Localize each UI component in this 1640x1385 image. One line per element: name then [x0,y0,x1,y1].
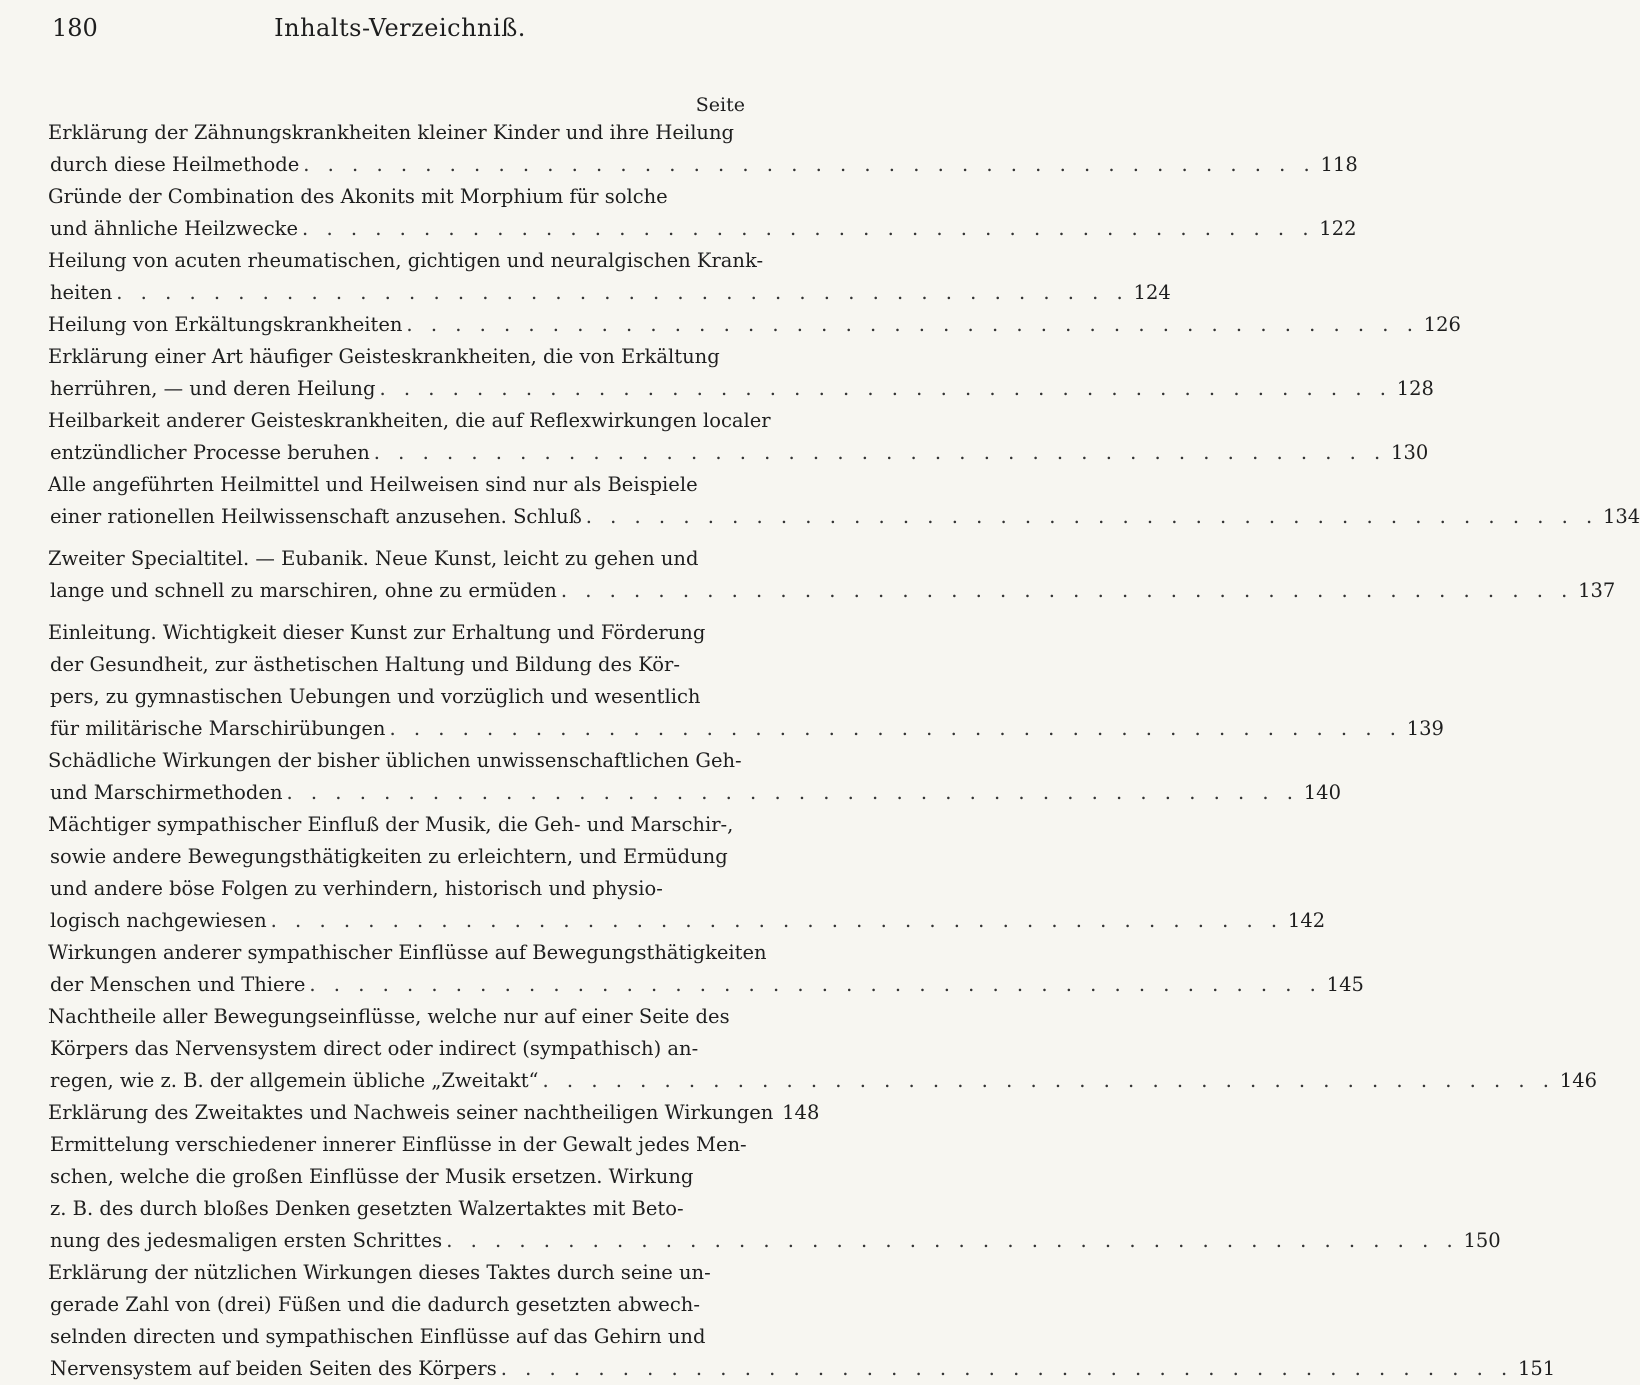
toc-entry-text: logisch nachgewiesen [50,909,267,932]
toc-entry-line [48,373,1434,405]
toc-entry [48,469,1640,533]
toc-entry-text: Gründe der Combination des Akonits mit Morphium für solche [48,185,668,208]
toc-entry-line [48,117,756,149]
toc-entry-line [48,575,1616,607]
toc-entry [48,1097,1501,1257]
toc-entry-line [48,341,756,373]
page-column-label: Seite [695,94,745,116]
toc-page-ref: 139 [1406,717,1444,740]
leader-dots: . . . . . . . . . . . . . . . . . . . . . . . . . . . . . . . . . . . . . . . . . . [542,1069,1556,1092]
toc-entry [48,341,1434,405]
toc-entry-text: entzündlicher Processe beruhen [50,441,370,464]
toc-entry-line [48,809,756,841]
toc-entry-line [48,1289,756,1321]
toc-entry-line [48,277,1171,309]
toc-entry-text: sowie andere Bewegungsthätigkeiten zu erleichtern, und Ermüdung [50,845,728,868]
toc-entry-line [48,501,1640,533]
section-gap [48,607,756,617]
toc-entry-text: und ähnliche Heilzwecke [50,217,299,240]
toc-entry-line [48,649,756,681]
toc-entry-text: für militärische Marschirübungen [50,717,386,740]
toc-entry [48,181,1357,245]
section-gap [48,533,756,543]
toc-entry-text: Schädliche Wirkungen der bisher üblichen unwissenschaftlichen Geh- [48,749,742,772]
toc-entry-text: und andere böse Folgen zu verhindern, historisch und physio- [50,877,663,900]
toc-entry [48,1001,1598,1097]
toc-entry-text: Heilung von Erkältungskrankheiten [48,313,403,336]
toc-entry-line [48,617,756,649]
toc-entry-line [48,149,1358,181]
leader-dots: . . . . . . . . . . . . . . . . . . . . . . . . . . . . . . . . . . . . . . . . . . [585,505,1599,528]
toc-entry-text: z. B. des durch bloßes Denken gesetzten Walzertaktes mit Beto- [50,1197,684,1220]
toc-entry-text: regen, wie z. B. der allgemein übliche „Zweitakt“ [50,1069,539,1092]
toc-page-ref: 134 [1602,505,1640,528]
toc-entry [48,543,1616,607]
toc-entry-line [48,1033,756,1065]
toc-page-ref: 150 [1463,1229,1501,1252]
toc-entry-line [48,777,1341,809]
toc-page-ref: 145 [1326,973,1364,996]
toc-entry-line [48,1161,756,1193]
leader-dots: . . . . . . . . . . . . . . . . . . . . . . . . . . . . . . . . . . . . . . . . . . [560,579,1574,602]
toc-entry [48,617,1444,745]
toc-entry-text: Erklärung der nützlichen Wirkungen dieses Taktes durch seine un- [48,1261,711,1284]
toc-entry-text: Ermittelung verschiedener innerer Einflüsse in der Gewalt jedes Men- [50,1133,747,1156]
leader-dots: . . . . . . . . . . . . . . . . . . . . . . . . . . . . . . . . . . . . . . . . . . [379,377,1392,400]
toc-entry-line [48,1065,1598,1097]
toc-page-ref: 122 [1319,217,1357,240]
toc-entry [48,245,1171,309]
toc-entry-line [48,245,764,277]
leader-dots: . . . . . . . . . . . . . . . . . . . . . . . . . . . . . . . . . . . . . . . . . . [286,781,1299,804]
toc-entry-line [48,469,756,501]
toc-entry-line [48,1193,756,1225]
toc-entry-line [48,309,1461,341]
toc-entry-text: Erklärung einer Art häufiger Geisteskrankheiten, die von Erkältung [48,345,720,368]
toc-entry-text: der Menschen und Thiere [50,973,306,996]
toc-entry-line [48,713,1444,745]
leader-dots: . . . . . . . . . . . . . . . . . . . . . . . . . . . . . . . . . . . . . . . . . . [116,281,1129,304]
toc-entry-text: heiten [50,281,113,304]
toc-entry-text: schen, welche die großen Einflüsse der Musik ersetzen. Wirkung [50,1165,694,1188]
toc-entry-text: pers, zu gymnastischen Uebungen und vorzüglich und wesentlich [50,685,701,708]
toc-page-ref: 151 [1517,1357,1556,1380]
toc-entry-line [48,873,756,905]
toc-entry-text: nung des jedesmaligen ersten Schrittes [50,1229,443,1252]
page-number: 180 [52,14,98,42]
leader-dots: . . . . . . . . . . . . . . . . . . . . . . . . . . . . . . . . . . . . . . . . . . [500,1357,1514,1380]
toc-entry-text: gerade Zahl von (drei) Füßen und die dadurch gesetzten abwech- [50,1293,700,1316]
toc-entry-line [48,969,1364,1001]
toc-page-ref: 146 [1559,1069,1598,1092]
leader-dots: . . . . . . . . . . . . . . . . . . . . . . . . . . . . . . . . . . . . . . . . . . [406,313,1419,336]
leader-dots: . . . . . . . . . . . . . . . . . . . . . . . . . . . . . . . . . . . . . . . . . . [303,153,1316,176]
toc-entry-text: Erklärung der Zähnungskrankheiten kleiner Kinder und ihre Heilung [48,121,735,144]
toc-entry-text: einer rationellen Heilwissenschaft anzusehen. Schluß [50,505,582,528]
toc-entry-line [48,213,1357,245]
toc-entry-text: durch diese Heilmethode [50,153,300,176]
leader-dots: . . . . . . . . . . . . . . . . . . . . . . . . . . . . . . . . . . . . . . . . . . [373,441,1387,464]
toc-entry-line [48,905,1326,937]
toc-entry-line [48,681,756,713]
toc-entry [48,405,1429,469]
toc-entry [48,117,1358,181]
toc-entry [48,745,1341,809]
toc-page-ref: 130 [1391,441,1429,464]
toc-entry-line [48,1001,756,1033]
toc-entry-text: und Marschirmethoden [50,781,283,804]
toc-entry [48,937,1364,1001]
toc-entry-line [48,405,771,437]
toc-entry-text: herrühren, — und deren Heilung [50,377,376,400]
toc-page-ref: 118 [1320,153,1358,176]
toc-entry-text: Nachtheile aller Bewegungseinflüsse, welche nur auf einer Seite des [48,1005,730,1028]
toc-entry-line [48,937,767,969]
leader-dots: . . . . . . . . . . . . . . . . . . . . . . . . . . . . . . . . . . . . . . . . . . [446,1229,1459,1252]
toc-entry-text: Heilung von acuten rheumatischen, gichtigen und neuralgischen Krank- [48,249,764,272]
toc-entry-text: der Gesundheit, zur ästhetischen Haltung und Bildung des Kör- [50,653,680,676]
toc-entry-line [48,1225,1501,1257]
toc-entry-line [48,841,756,873]
toc-page-ref: 142 [1287,909,1326,932]
toc-entry-text: Alle angeführten Heilmittel und Heilweisen sind nur als Beispiele [48,473,698,496]
toc-page-ref: 140 [1303,781,1341,804]
toc-entry-text: Nervensystem auf beiden Seiten des Körpers [50,1357,497,1380]
toc-entry-text: Wirkungen anderer sympathischer Einflüsse auf Bewegungsthätigkeiten [48,941,767,964]
toc-entry [48,809,1326,937]
toc-page-ref: 137 [1578,579,1616,602]
toc-page-ref: 124 [1133,281,1171,304]
toc-entry-line [48,1321,756,1353]
page-title: Inhalts-Verzeichniß. [274,14,526,42]
toc-entry-line [48,437,1429,469]
toc-entry-text: Einleitung. Wichtigkeit dieser Kunst zur Erhaltung und Förderung [48,621,706,644]
toc-entry-text: Zweiter Specialtitel. — Eubanik. Neue Kunst, leicht zu gehen und [48,547,699,570]
toc-entries [48,117,1640,1385]
toc-entry-line [48,1353,1556,1385]
leader-dots: . . . . . . . . . . . . . . . . . . . . . . . . . . . . . . . . . . . . . . . . . . [270,909,1284,932]
toc-entry-line [48,745,756,777]
toc-entry-text: Erklärung des Zweitaktes und Nachweis seiner nachtheiligen Wirkungen [48,1101,774,1124]
toc-page-ref: 126 [1423,313,1461,336]
toc-entry-text: Körpers das Nervensystem direct oder indirect (sympathisch) an- [50,1037,699,1060]
toc-entry [48,309,1461,341]
toc-entry-text: lange und schnell zu marschiren, ohne zu ermüden [50,579,557,602]
leader-dots: . . . . . . . . . . . . . . . . . . . . . . . . . . . . . . . . . . . . . . . . . . [309,973,1322,996]
toc-entry-text: selnden directen und sympathischen Einflüsse auf das Gehirn und [50,1325,706,1348]
toc-entry-text: Heilbarkeit anderer Geisteskrankheiten, die auf Reflexwirkungen localer [48,409,771,432]
toc-entry-line [48,1097,820,1129]
toc-page-ref: 148 [782,1101,820,1124]
toc-entry-line [48,543,756,575]
toc-entry-line [48,1129,756,1161]
toc-entry-line [48,181,756,213]
toc-entry-line [48,1257,756,1289]
toc-page-ref: 128 [1396,377,1434,400]
toc-entry [48,1257,1556,1385]
toc-entry-text: Mächtiger sympathischer Einfluß der Musik, die Geh- und Marschir-, [48,813,734,836]
leader-dots: . . . . . . . . . . . . . . . . . . . . . . . . . . . . . . . . . . . . . . . . . . [389,717,1402,740]
leader-dots: . . . . . . . . . . . . . . . . . . . . . . . . . . . . . . . . . . . . . . . . . . [302,217,1315,240]
